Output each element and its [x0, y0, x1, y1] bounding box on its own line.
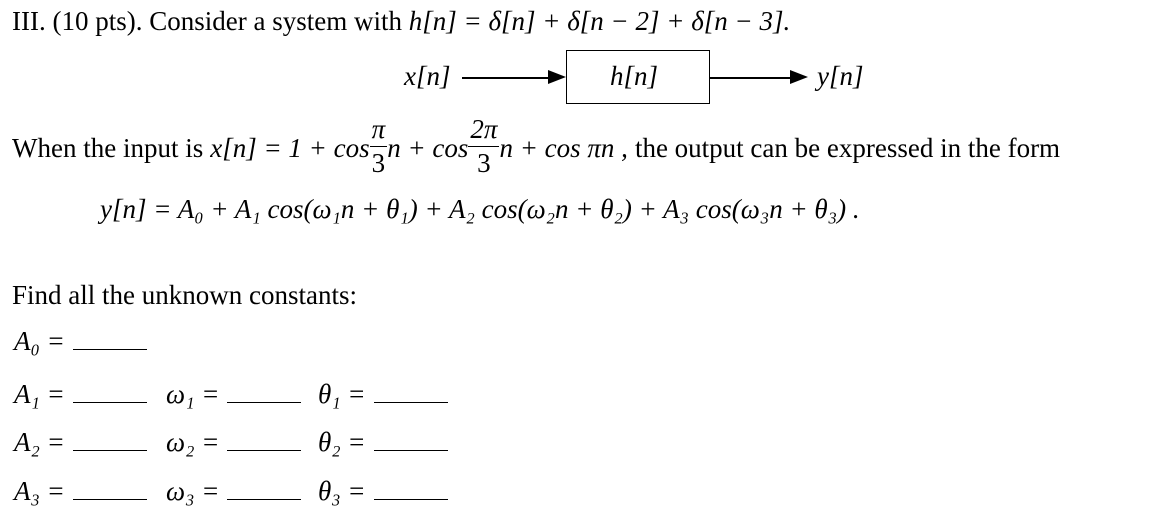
a2-answer-blank[interactable]	[73, 449, 147, 451]
input-sentence	[12, 112, 1060, 184]
fraction-pi-over-3	[370, 113, 388, 178]
a0-label: A₀ =	[14, 326, 65, 356]
theta2-field	[318, 429, 448, 456]
theta3-label: θ₃ =	[318, 476, 366, 506]
system-block-label: h[n]	[610, 61, 659, 91]
fraction2-denominator: 3	[477, 147, 491, 178]
fraction1-numerator: π	[370, 116, 388, 147]
theta3-field	[318, 478, 448, 505]
omega2-answer-blank[interactable]	[227, 449, 301, 451]
input-arrow-head-icon	[548, 70, 566, 84]
a2-label: A₂ =	[14, 427, 65, 457]
fraction1-denominator: 3	[371, 147, 386, 178]
a1-label: A₁ =	[14, 379, 65, 409]
a0-answer-blank[interactable]	[73, 348, 147, 350]
omega2-label: ω₂ =	[166, 427, 220, 457]
theta2-label: θ₂ =	[318, 427, 366, 457]
omega1-answer-blank[interactable]	[227, 401, 301, 403]
answer-row-a0	[14, 328, 147, 355]
output-form-equation: y[n] = A₀ + A₁ cos(ω₁n + θ₁) + A₂ cos(ω₂n + θ₂) + A₃ cos(ω₃n + θ₃) .	[100, 194, 860, 224]
theta1-label: θ₁ =	[318, 379, 366, 409]
input-expr-mid2: n + cos πn ,	[499, 132, 628, 163]
output-arrow-line	[709, 77, 795, 79]
theta2-answer-blank[interactable]	[374, 449, 448, 451]
omega1-label: ω₁ =	[166, 379, 220, 409]
input-signal-label: x[n]	[404, 61, 451, 91]
fraction-2pi-over-3	[468, 113, 499, 178]
output-signal-label: y[n]	[817, 61, 864, 91]
problem-heading	[12, 8, 790, 35]
omega2-field	[166, 429, 301, 456]
output-arrow-head-icon	[790, 70, 808, 84]
input-expr-start: x[n] = 1 + cos	[210, 132, 370, 163]
omega1-field	[166, 381, 301, 408]
theta3-answer-blank[interactable]	[374, 498, 448, 500]
omega3-label: ω₃ =	[166, 476, 220, 506]
fraction2-numerator: 2π	[468, 116, 499, 147]
omega3-field	[166, 478, 301, 505]
a1-answer-blank[interactable]	[73, 401, 147, 403]
input-sentence-prefix: When the input is	[12, 132, 204, 163]
answer-row-a1	[14, 381, 147, 408]
input-sentence-suffix: the output can be expressed in the form	[634, 132, 1061, 163]
theta1-field	[318, 381, 448, 408]
input-arrow-line	[462, 77, 550, 79]
a3-label: A₃ =	[14, 476, 65, 506]
input-expr-mid1: n + cos	[387, 132, 469, 163]
omega3-answer-blank[interactable]	[227, 498, 301, 500]
a3-answer-blank[interactable]	[73, 498, 147, 500]
answer-row-a3	[14, 478, 147, 505]
impulse-response-definition: h[n] = δ[n] + δ[n − 2] + δ[n − 3].	[408, 6, 791, 36]
theta1-answer-blank[interactable]	[374, 401, 448, 403]
answer-row-a2	[14, 429, 147, 456]
heading-text: III. (10 pts). Consider a system with	[12, 6, 402, 36]
find-prompt: Find all the unknown constants:	[12, 280, 357, 310]
